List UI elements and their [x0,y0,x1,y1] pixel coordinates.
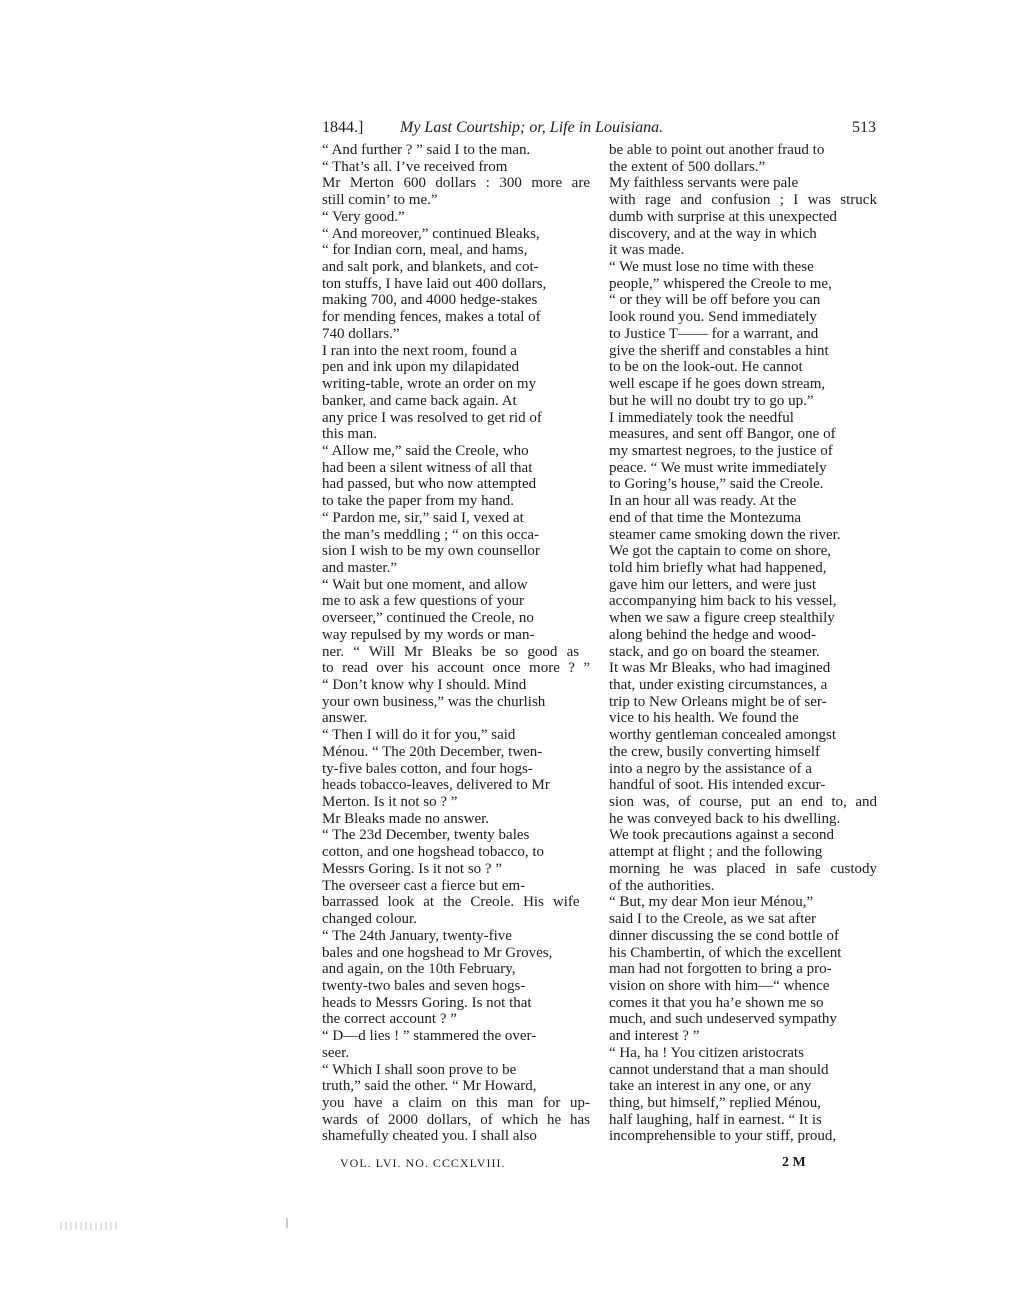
text-line: answer. [322,710,368,727]
text-line: “ Allow me,” said the Creole, who [322,442,529,459]
text-line: you have a claim on this man for up- [322,1094,590,1111]
text-line: bales and one hogshead to Mr Groves, [322,944,553,961]
text-line: and salt pork, and blankets, and cot- [322,259,539,276]
text-line: seer. [322,1044,350,1061]
text-line: way repulsed by my words or man- [322,626,535,643]
text-line: The overseer cast a fierce but em- [322,877,526,894]
text-line: told him briefly what had happened, [609,559,827,576]
text-line: said I to the Creole, as we sat after [609,911,817,928]
text-line: thing, but himself,” replied Ménou, [609,1094,822,1111]
text-line: to take the paper from my hand. [322,493,515,510]
text-line: still comin’ to me.” [322,192,438,209]
text-line: to Justice T—— for a warrant, and [609,325,819,342]
text-line: into a negro by the assistance of a [609,760,812,777]
running-header [322,118,878,138]
text-line: to read over his account once more ? ” [322,660,590,677]
text-line: cannot understand that a man should [609,1061,829,1078]
scan-artifact [60,1222,120,1230]
text-line: Merton. Is it not so ? ” [322,794,458,811]
text-line: he was conveyed back to his dwelling. [609,810,841,827]
text-line: handful of soot. His intended excur- [609,777,826,794]
text-line: I ran into the next room, found a [322,342,517,359]
text-line: “ And moreover,” continued Bleaks, [322,225,540,242]
text-line: of the authorities. [609,877,715,894]
text-line: be able to point out another fraud to [609,142,825,158]
text-line: heads tobacco-leaves, delivered to Mr [322,777,550,794]
text-line: banker, and came back again. At [322,392,517,409]
text-line: making 700, and 4000 hedge-stakes [322,292,538,309]
text-line: take an interest in any one, or any [609,1078,812,1095]
header-title: My Last Courtship; or, Life in Louisiana. [400,119,664,136]
text-line: and master.” [322,559,397,576]
text-line: for mending fences, makes a total of [322,309,541,326]
text-line: Messrs Goring. Is it not so ? ” [322,860,502,877]
text-line: my smartest negroes, to the justice of [609,442,833,459]
text-line: discovery, and at the way in which [609,225,817,242]
text-line: dinner discussing the se cond bottle of [609,927,839,944]
text-line: sion I wish to be my own counsellor [322,543,540,560]
text-line: heads to Messrs Goring. Is not that [322,994,532,1011]
text-line: had passed, but who now attempted [322,476,537,493]
text-line: that, under existing circumstances, a [609,677,828,693]
text-line: me to ask a few questions of your [322,593,525,610]
text-line: “ Don’t know why I should. Mind [322,677,527,693]
text-line: Ménou. “ The 20th December, twen- [322,743,543,760]
text-line: We got the captain to come on shore, [609,543,832,560]
text-line: “ Pardon me, sir,” said I, vexed at [322,509,524,526]
text-line: “ Very good.” [322,208,405,225]
text-line: to Goring’s house,” said the Creole. [609,476,824,493]
text-line: people,” whispered the Creole to me, [609,275,832,292]
text-line: “ Ha, ha ! You citizen aristocrats [609,1044,804,1061]
text-line: the crew, busily converting himself [609,743,821,760]
text-line: “ or they will be off before you can [609,292,821,309]
text-line: his Chambertin, of which the excellent [609,944,842,961]
text-line: peace. “ We must write immediately [609,459,827,476]
text-line: Mr Merton 600 dollars : 300 more are [322,175,590,192]
text-line: “ Wait but one moment, and allow [322,576,528,593]
text-line: and interest ? ” [609,1028,700,1045]
text-line: gave him our letters, and were just [609,576,817,593]
text-line: changed colour. [322,911,417,928]
text-line: with rage and confusion ; I was struck [609,192,877,209]
text-line: give the sheriff and constables a hint [609,342,829,359]
text-line: trip to New Orleans might be of ser- [609,693,827,710]
text-line: ner. “ Will Mr Bleaks be so good as [322,643,580,660]
text-line: “ The 24th January, twenty-five [322,927,512,944]
text-line: had been a silent witness of all that [322,459,533,476]
text-line: My faithless servants were pale [609,175,799,192]
text-line: measures, and sent off Bangor, one of [609,426,836,443]
text-line: look round you. Send immediately [609,309,817,326]
text-line: 740 dollars.” [322,325,400,342]
page-number: 513 [852,119,876,136]
text-line: vision on shore with him—“ whence [609,977,830,994]
text-line: and again, on the 10th February, [322,961,516,978]
text-line: when we saw a figure creep stealthily [609,610,835,627]
text-line: We took precautions against a second [609,827,834,844]
text-line: wards of 2000 dollars, of which he has [322,1111,590,1128]
text-line: much, and such undeserved sympathy [609,1011,837,1028]
text-line: well escape if he goes down stream, [609,376,826,393]
volume-label: VOL. LVI. NO. CCCXLVIII. [340,1156,506,1170]
text-line: “ The 23d December, twenty bales [322,827,530,844]
text-line: “ Which I shall soon prove to be [322,1061,517,1078]
text-line: sion was, of course, put an end to, and [609,794,877,811]
text-line: pen and ink upon my dilapidated [322,359,520,376]
text-line: half laughing, half in earnest. “ It is [609,1111,822,1128]
text-line: any price I was resolved to get rid of [322,409,542,426]
text-line: ton stuffs, I have laid out 400 dollars, [322,275,547,292]
text-line: “ We must lose no time with these [609,259,814,276]
text-line: your own business,” was the churlish [322,693,546,710]
text-line: “ That’s all. I’ve received from [322,158,508,175]
header-year: 1844.] [322,119,364,136]
text-line: the extent of 500 dollars.” [609,158,766,175]
text-line: accompanying him back to his vessel, [609,593,837,610]
text-line: man had not forgotten to bring a pro- [609,961,832,978]
text-line: truth,” said the other. “ Mr Howard, [322,1078,537,1095]
text-line: along behind the hedge and wood- [609,626,817,643]
left-column [322,142,590,1145]
text-line: In an hour all was ready. At the [609,493,797,510]
text-line: it was made. [609,242,685,259]
text-line: barrassed look at the Creole. His wife [322,894,580,911]
text-line: worthy gentleman concealed amongst [609,727,837,744]
text-line: ty-five bales cotton, and four hogs- [322,760,533,777]
text-line: I immediately took the needful [609,409,794,426]
signature-mark: 2 M [782,1155,806,1170]
text-line: Mr Bleaks made no answer. [322,810,490,827]
text-line: end of that time the Montezuma [609,509,802,526]
text-line: this man. [322,426,377,443]
text-line: twenty-two bales and seven hogs- [322,977,526,994]
text-line: overseer,” continued the Creole, no [322,610,534,627]
text-line: vice to his health. We found the [609,710,799,727]
scan-artifact-dot [286,1218,288,1228]
text-line: the correct account ? ” [322,1011,457,1028]
text-line: attempt at flight ; and the following [609,844,823,861]
text-line: It was Mr Bleaks, who had imagined [609,660,831,677]
text-line: incomprehensible to your stiff, proud, [609,1128,837,1145]
page-footer [322,1155,878,1171]
text-line: to be on the look-out. He cannot [609,359,803,376]
right-column [609,142,877,1145]
text-line: “ But, my dear Mon ieur Ménou,” [609,894,814,911]
text-line: stack, and go on board the steamer. [609,643,820,660]
text-line: writing-table, wrote an order on my [322,376,537,393]
text-line: but he will no doubt try to go up.” [609,392,814,409]
text-line: cotton, and one hogshead tobacco, to [322,844,545,861]
text-line: “ Then I will do it for you,” said [322,727,516,744]
text-line: “ D—d lies ! ” stammered the over- [322,1028,537,1045]
text-line: steamer came smoking down the river. [609,526,841,543]
text-line: dumb with surprise at this unexpected [609,208,837,225]
text-line: comes it that you ha’e shown me so [609,994,824,1011]
text-line: “ for Indian corn, meal, and hams, [322,242,528,259]
text-line: shamefully cheated you. I shall also [322,1128,537,1145]
text-line: morning he was placed in safe custody [609,860,877,877]
text-line: the man’s meddling ; “ on this occa- [322,526,540,543]
text-line: “ And further ? ” said I to the man. [322,142,531,158]
